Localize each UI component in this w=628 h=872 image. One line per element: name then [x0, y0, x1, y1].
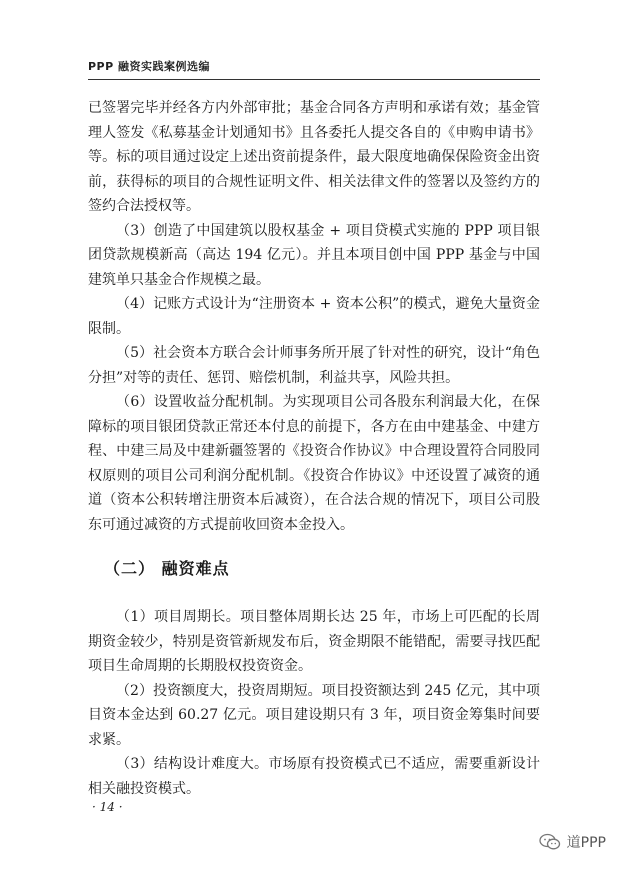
- paragraph-difficulty-1: （1）项目周期长。项目整体周期长达 25 年，市场上可匹配的长周期资金较少，特别是资管新规发布后，资金期限不能错配，需要寻找匹配项目生命周期的长期股权投资资金。: [88, 609, 540, 674]
- watermark-label: 道PPP: [566, 835, 606, 851]
- watermark: [539, 832, 606, 852]
- paragraph-item-3: （3）创造了中国建筑以股权基金 + 项目贷模式实施的 PPP 项目银团贷款规模新高（高达 194 亿元）。并且本项目创中国 PPP 基金与中国建筑单只基金合作规模之最。: [88, 222, 540, 288]
- paragraph-item-4: （4）记账方式设计为“注册资本 + 资本公积”的模式，避免大量资金限制。: [88, 296, 540, 337]
- running-header-title: PPP 融资实践案例选编: [88, 60, 211, 73]
- page-body: [88, 96, 540, 801]
- paragraph-item-5: （5）社会资本方联合会计师事务所开展了针对性的研究，设计“角色分担”对等的责任、惩罚、赔偿机制，利益共享，风险共担。: [88, 345, 540, 386]
- section-heading: （二） 融资难点: [104, 559, 230, 578]
- paragraph-difficulty-2: （2）投资额度大，投资周期短。项目投资额达到 245 亿元，其中项目资本金达到 60.27 亿元。项目建设期只有 3 年，项目资金筹集时间要求紧。: [88, 682, 540, 748]
- paragraph-item-6: （6）设置收益分配机制。为实现项目公司各股东利润最大化，在保障标的项目银团贷款正常还本付息的前提下，各方在由中建基金、中建方程、中建三局及中建新疆签署的《投资合作协议》中合理设置符合同股同权原则的项目公司利润分配机制。《投资合作协议》中还设置了减资的通道（资本公积转增注册资本后减资），在合法合规的情况下，项目公司股东可通过减资的方式提前收回资本金投入。: [88, 394, 540, 533]
- paragraph-continuation: 已签署完毕并经各方内外部审批；基金合同各方声明和承诺有效；基金管理人签发《私募基金计划通知书》且各委托人提交各自的《申购申请书》等。标的项目通过设定上述出资前提条件，最大限度地确保保险资金出资前，获得标的项目的合规性证明文件、相关法律文件的签署以及签约方的签约合法授权等。: [88, 100, 540, 214]
- page-number: · 14 ·: [92, 800, 123, 814]
- header-rule: [88, 79, 540, 80]
- paragraph-difficulty-3: （3）结构设计难度大。市场原有投资模式已不适应，需要重新设计相关融投资模式。: [88, 756, 540, 797]
- wechat-icon: [539, 833, 561, 851]
